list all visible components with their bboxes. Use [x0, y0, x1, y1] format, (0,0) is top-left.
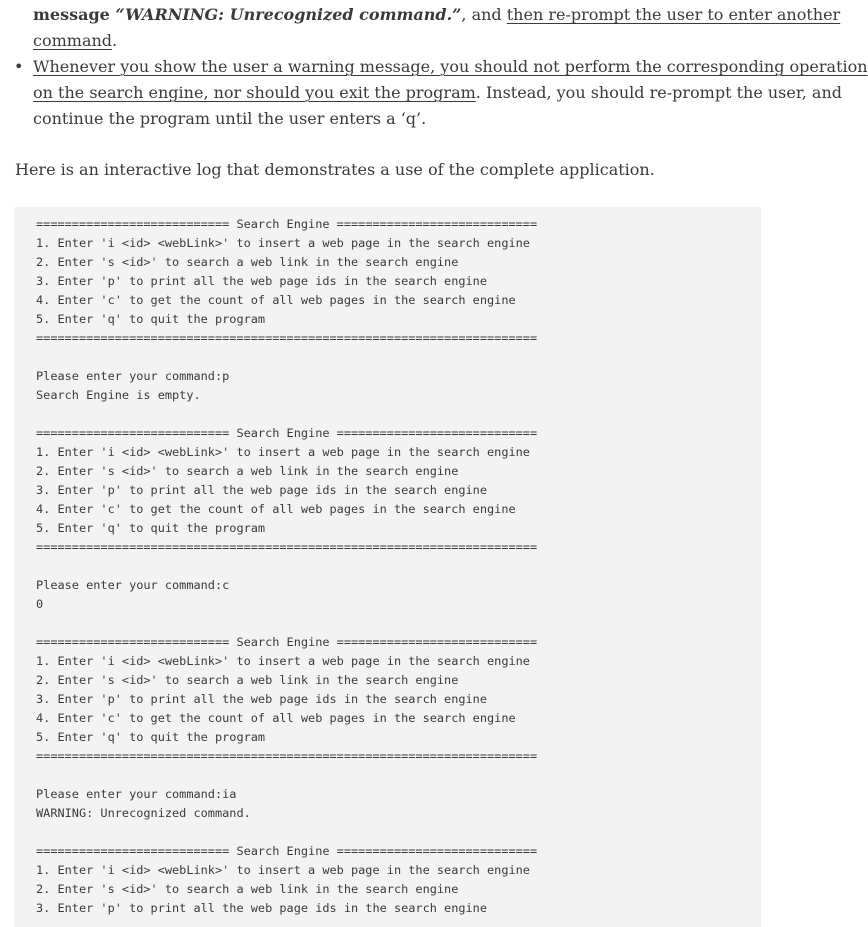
log-line — [36, 823, 537, 842]
log-line: Please enter your command:c — [36, 578, 230, 592]
bullet-text-line-3 — [33, 106, 426, 132]
bullet-text-line-2 — [33, 80, 842, 106]
log-line: =========================== Search Engine ============================ — [36, 217, 538, 231]
log-line: 1. Enter 'i <id> <webLink>' to insert a web page in the search engine — [36, 236, 530, 250]
log-line: 3. Enter 'p' to print all the web page ids in the search engine — [36, 483, 488, 497]
text-fragment: . — [112, 31, 118, 50]
text-line-warning — [33, 2, 840, 28]
log-line: 1. Enter 'i <id> <webLink>' to insert a web page in the search engine — [36, 863, 530, 877]
log-line: ====================================================================== — [36, 540, 538, 554]
log-line — [36, 614, 537, 633]
log-line: Please enter your command:ia — [36, 787, 237, 801]
underlined-text: Whenever you show the user a warning message, you should not perform the corresponding operation — [33, 57, 868, 76]
log-line — [36, 557, 537, 576]
interactive-log-text — [36, 215, 537, 918]
log-line: =========================== Search Engine ============================ — [36, 426, 538, 440]
log-line: ====================================================================== — [36, 749, 538, 763]
log-line: =========================== Search Engine ============================ — [36, 844, 538, 858]
log-line: =========================== Search Engine ============================ — [36, 635, 538, 649]
log-line: 1. Enter 'i <id> <webLink>' to insert a web page in the search engine — [36, 654, 530, 668]
bullet-text-line-1 — [33, 54, 868, 80]
warning-message-quote: “WARNING: Unrecognized command.” — [115, 5, 462, 24]
interactive-log-block — [14, 207, 761, 927]
log-line: 4. Enter 'c' to get the count of all web pages in the search engine — [36, 711, 516, 725]
underlined-text: then re-prompt the user to enter another — [506, 5, 841, 24]
log-line: 3. Enter 'p' to print all the web page ids in the search engine — [36, 274, 488, 288]
log-line — [36, 405, 537, 424]
log-line: 3. Enter 'p' to print all the web page ids in the search engine — [36, 692, 488, 706]
text-fragment: . Instead, you should re-prompt the user, and — [475, 83, 842, 102]
log-line: 3. Enter 'p' to print all the web page ids in the search engine — [36, 901, 488, 915]
text-line-command — [33, 28, 117, 54]
underlined-text: on the search engine, nor should you exit the program — [33, 83, 476, 102]
log-line: 5. Enter 'q' to quit the program — [36, 521, 266, 535]
log-line: Please enter your command:p — [36, 369, 230, 383]
underlined-text: command — [33, 31, 113, 50]
log-line: 2. Enter 's <id>' to search a web link in the search engine — [36, 882, 459, 896]
log-line: 1. Enter 'i <id> <webLink>' to insert a web page in the search engine — [36, 445, 530, 459]
log-line: 2. Enter 's <id>' to search a web link in the search engine — [36, 255, 459, 269]
log-line: 5. Enter 'q' to quit the program — [36, 312, 266, 326]
log-line: WARNING: Unrecognized command. — [36, 806, 251, 820]
bullet-icon: • — [14, 57, 24, 76]
log-line: 5. Enter 'q' to quit the program — [36, 730, 266, 744]
text-fragment: message — [33, 5, 116, 24]
text-fragment: , and — [461, 5, 507, 24]
log-line: 4. Enter 'c' to get the count of all web pages in the search engine — [36, 502, 516, 516]
log-line: ====================================================================== — [36, 331, 538, 345]
log-intro-text: Here is an interactive log that demonstrates a use of the complete application. — [15, 160, 655, 179]
log-line: 4. Enter 'c' to get the count of all web pages in the search engine — [36, 293, 516, 307]
log-line: Search Engine is empty. — [36, 388, 201, 402]
log-line: 2. Enter 's <id>' to search a web link in the search engine — [36, 673, 459, 687]
text-fragment: continue the program until the user enters a ‘q’. — [33, 109, 427, 128]
log-line — [36, 348, 537, 367]
log-line: 2. Enter 's <id>' to search a web link in the search engine — [36, 464, 459, 478]
log-line — [36, 766, 537, 785]
log-line: 0 — [36, 597, 44, 611]
